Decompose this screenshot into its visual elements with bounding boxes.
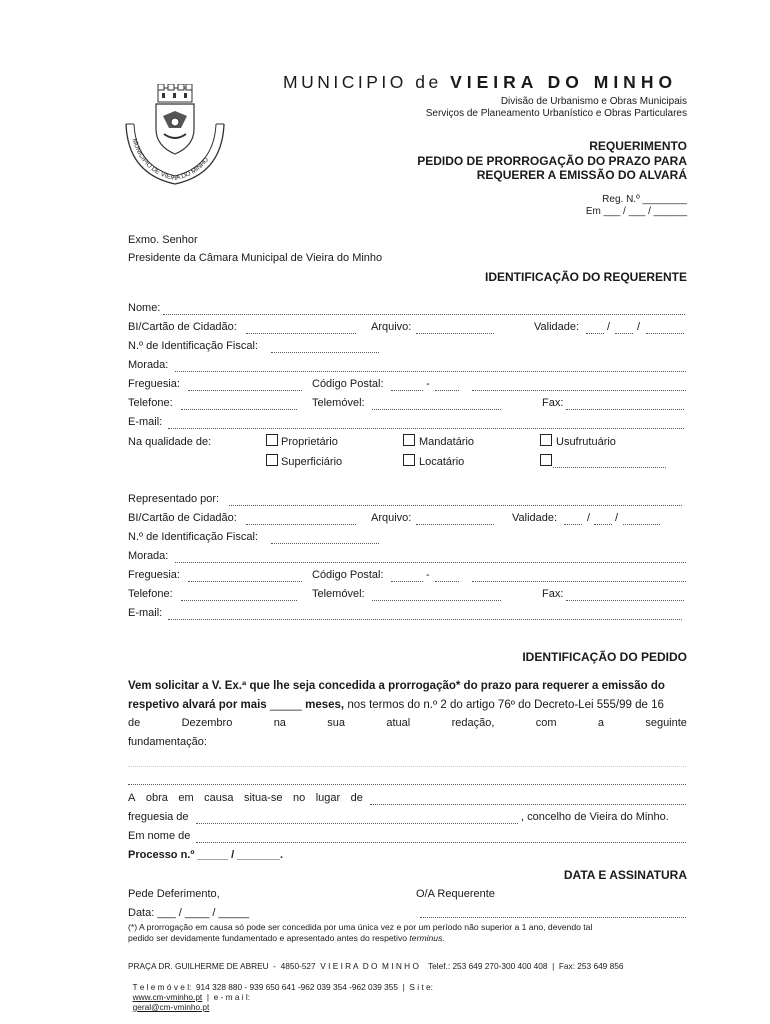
footnote-2-a: pedido ser devidamente fundamentado e apresentado antes do respetivo [128, 933, 408, 943]
label-rep-telefone: Telefone: [128, 588, 173, 600]
word: de [128, 717, 141, 729]
municipal-seal [118, 84, 230, 194]
rep-fax-field[interactable] [566, 600, 684, 601]
footnote-2-b: terminus. [409, 933, 445, 943]
nif-field[interactable] [271, 352, 379, 353]
slash: / [607, 321, 611, 333]
label-rep-fax: Fax: [542, 588, 564, 600]
municipality-title [283, 72, 677, 93]
rep-cp-suffix[interactable] [435, 581, 459, 582]
dash: - [426, 569, 430, 581]
label-em-nome-de: Em nome de [128, 830, 191, 842]
word: em [178, 792, 194, 804]
pede-deferimento: Pede Deferimento, [128, 888, 220, 900]
label-mandatario: Mandatário [419, 436, 475, 448]
concelho-text: , concelho de Vieira do Minho. [521, 811, 669, 823]
section-pedido: IDENTIFICAÇÃO DO PEDIDO [522, 650, 687, 664]
rep-localidade-field[interactable] [472, 581, 686, 582]
meses-blank[interactable]: _____ [269, 699, 302, 711]
checkbox-mandatario[interactable] [403, 434, 415, 446]
registry-number: Reg. N.º ________ [602, 194, 687, 205]
word: na [273, 717, 286, 729]
word: de [350, 792, 363, 804]
label-morada: Morada: [128, 359, 169, 371]
svg-text:MUNICIPIO DE VIEIRA DO MINHO: MUNICIPIO DE VIEIRA DO MINHO [130, 137, 211, 183]
label-validade: Validade: [534, 321, 580, 333]
rep-validade-year[interactable] [623, 524, 660, 525]
representado-field[interactable] [229, 505, 682, 506]
label-rep-email: E-mail: [128, 607, 163, 619]
word: seguinte [645, 717, 687, 729]
word: situa-se [243, 792, 283, 804]
telefone-field[interactable] [181, 409, 297, 410]
registry-date: Em ___ / ___ / ______ [585, 206, 687, 217]
label-freguesia: Freguesia: [128, 378, 180, 390]
fax-field[interactable] [566, 409, 684, 410]
pedido-line-2-b: meses, [305, 699, 345, 711]
obra-freguesia-field[interactable] [196, 823, 518, 824]
label-representado: Representado por: [128, 493, 220, 505]
label-telemovel: Telemóvel: [312, 397, 365, 409]
label-proprietario: Proprietário [281, 436, 338, 448]
label-arquivo: Arquivo: [371, 321, 412, 333]
label-nif: N.º de Identificação Fiscal: [128, 340, 258, 352]
footer-email-link[interactable]: geral@cm-vminho.pt [132, 1002, 210, 1012]
word: causa [204, 792, 234, 804]
checkbox-locatario[interactable] [403, 454, 415, 466]
word: com [535, 717, 557, 729]
footnote-2 [128, 933, 445, 943]
nome-field[interactable] [163, 314, 685, 315]
pedido-line-2-a: respetivo alvará por mais [128, 699, 267, 711]
pedido-line-1: Vem solicitar a V. Ex.ª que lhe seja concedida a prorrogação* do prazo para requerer a emissão do [128, 680, 665, 692]
slash: / [615, 512, 619, 524]
email-field[interactable] [168, 428, 684, 429]
pedido-line-4: fundamentação: [128, 736, 207, 748]
outro-field[interactable] [553, 467, 666, 468]
label-rep-codigo-postal: Código Postal: [312, 569, 384, 581]
localidade-field[interactable] [472, 390, 686, 391]
cp-suffix-field[interactable] [435, 390, 459, 391]
bi-field[interactable] [246, 333, 356, 334]
word: obra [145, 792, 168, 804]
word: lugar [315, 792, 341, 804]
footer-phones: T e l e m ó v e l: 914 328 880 - 939 650 641 -962 039 354 -962 039 355 | S i t e: [132, 982, 433, 992]
rep-bi-field[interactable] [246, 524, 356, 525]
cp-prefix-field[interactable] [391, 390, 423, 391]
label-locatario: Locatário [419, 456, 465, 468]
word: atual [386, 717, 411, 729]
rep-freguesia-field[interactable] [188, 581, 302, 582]
word: A [128, 792, 136, 804]
label-nome: Nome: [128, 302, 161, 314]
department-line-1: Divisão de Urbanismo e Obras Municipais [500, 96, 687, 107]
rep-validade-day[interactable] [564, 524, 582, 525]
pedido-line-2-rest: nos termos do n.º 2 do artigo 76º do Decreto-Lei 555/99 de 16 [347, 699, 664, 711]
requerente-label: O/A Requerente [416, 888, 495, 900]
label-rep-validade: Validade: [512, 512, 558, 524]
label-rep-arquivo: Arquivo: [371, 512, 412, 524]
rep-telefone-field[interactable] [181, 600, 297, 601]
checkbox-outro[interactable] [540, 454, 552, 466]
label-usufrutuario: Usufrutuário [556, 436, 616, 448]
addressee-greeting: Exmo. Senhor [128, 234, 198, 246]
label-rep-morada: Morada: [128, 550, 169, 562]
arquivo-field[interactable] [416, 333, 494, 334]
signature-field[interactable] [420, 917, 686, 918]
label-bi: BI/Cartão de Cidadão: [128, 321, 237, 333]
footer-site-link[interactable]: www.cm-vminho.pt [132, 992, 203, 1002]
obra-line [128, 792, 363, 804]
validade-month-field[interactable] [615, 333, 633, 334]
word: a [597, 717, 604, 729]
label-superficiario: Superficiário [281, 456, 343, 468]
label-rep-nif: N.º de Identificação Fiscal: [128, 531, 258, 543]
word: sua [327, 717, 346, 729]
slash: / [587, 512, 591, 524]
processo-number: Processo n.º _____ / _______. [128, 849, 284, 861]
checkbox-usufrutuario[interactable] [540, 434, 552, 446]
pedido-line-2 [128, 699, 664, 711]
doc-title-3: REQUERER A EMISSÃO DO ALVARÁ [476, 168, 687, 182]
word: no [292, 792, 306, 804]
lugar-field[interactable] [370, 804, 686, 805]
coat-of-arms-icon [118, 84, 230, 194]
rep-email-field[interactable] [168, 619, 682, 620]
fundamentacao-field-2[interactable] [128, 784, 686, 785]
validade-year-field[interactable] [646, 333, 684, 334]
word: Dezembro [181, 717, 233, 729]
title-bold: VIEIRA DO MINHO [450, 72, 678, 92]
label-freguesia-de: freguesia de [128, 811, 189, 823]
footer-email-label: | e - m a i l: [202, 992, 251, 1002]
telemovel-field[interactable] [372, 409, 501, 410]
doc-title-2: PEDIDO DE PRORROGAÇÃO DO PRAZO PARA [417, 154, 687, 168]
footnote-1: (*) A prorrogação em causa só pode ser concedida por uma única vez e por um período não superior a 1 ano, devendo tal [128, 922, 593, 932]
footer-contacts [128, 972, 433, 1012]
label-rep-telemovel: Telemóvel: [312, 588, 365, 600]
rep-arquivo-field[interactable] [416, 524, 494, 525]
title-light: MUNICIPIO de [283, 72, 442, 92]
label-codigo-postal: Código Postal: [312, 378, 384, 390]
label-telefone: Telefone: [128, 397, 173, 409]
section-data: DATA E ASSINATURA [563, 868, 687, 882]
slash: / [637, 321, 641, 333]
label-rep-freguesia: Freguesia: [128, 569, 180, 581]
addressee-name: Presidente da Câmara Municipal de Vieira do Minho [128, 252, 383, 264]
label-fax: Fax: [542, 397, 564, 409]
checkbox-superficiario[interactable] [266, 454, 278, 466]
em-nome-de-field[interactable] [196, 842, 686, 843]
rep-nif-field[interactable] [271, 543, 379, 544]
morada-field[interactable] [175, 371, 686, 372]
department-line-2: Serviços de Planeamento Urbanístico e Obras Particulares [425, 108, 687, 119]
rep-morada-field[interactable] [175, 562, 686, 563]
label-rep-bi: BI/Cartão de Cidadão: [128, 512, 237, 524]
data-line[interactable]: Data: ___ / ____ / _____ [128, 907, 250, 919]
checkbox-proprietario[interactable] [266, 434, 278, 446]
dash: - [426, 378, 430, 390]
freguesia-field[interactable] [188, 390, 302, 391]
fundamentacao-field-1[interactable] [128, 766, 686, 767]
pedido-line-3 [128, 717, 687, 729]
footer-address: PRAÇA DR. GUILHERME DE ABREU - 4850-527 V I E I R A D O M I N H O Telef.: 253 649 270-300 400 408 | Fax: 253 649 856 [128, 961, 624, 971]
word: redação, [451, 717, 495, 729]
label-qualidade: Na qualidade de: [128, 436, 212, 448]
rep-cp-prefix[interactable] [391, 581, 423, 582]
section-requerente: IDENTIFICAÇÃO DO REQUERENTE [484, 270, 687, 284]
doc-title-1: REQUERIMENTO [589, 139, 687, 153]
rep-validade-month[interactable] [594, 524, 612, 525]
validade-day-field[interactable] [586, 333, 604, 334]
label-email: E-mail: [128, 416, 163, 428]
rep-telemovel-field[interactable] [372, 600, 501, 601]
